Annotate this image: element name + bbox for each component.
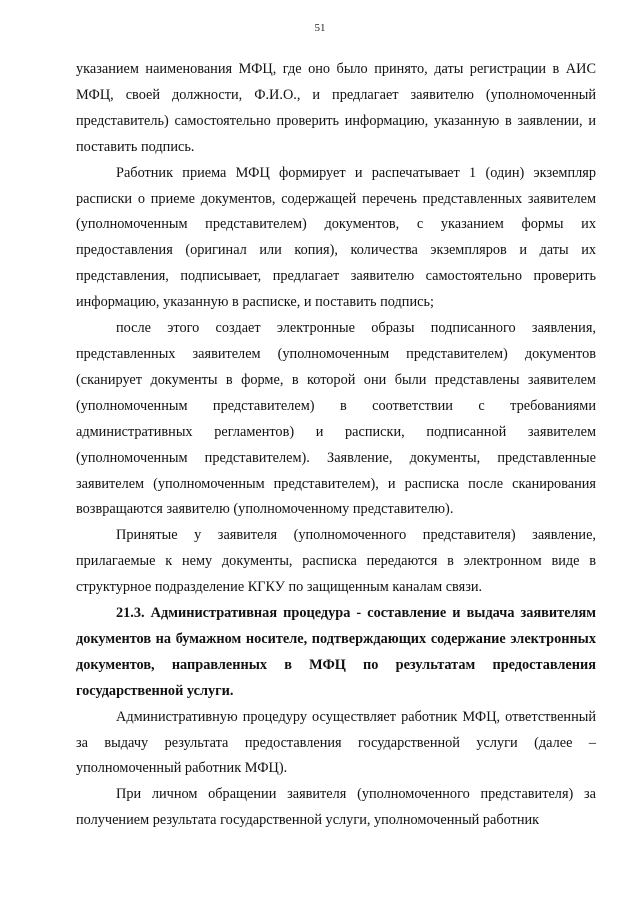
paragraph-continuation: указанием наименования МФЦ, где оно было принято, даты регистрации в АИС МФЦ, своей должности, Ф.И.О., и предлагает заявителю (уполномоченный представитель) самостоятельно проверить информацию, указанную в заявлении, и поставить подпись. [76, 61, 596, 155]
paragraph-scanning: после этого создает электронные образы подписанного заявления, представленных заявителем (уполномоченным представителем) документов (сканирует документы в форме, в которой они были представлены заявителем (уполномоченным представителем) в соответствии с требованиями административных регламентов) и расписки, подписанной заявителем (уполномоченным представителем). Заявление, документы, представленные заявителем (уполномоченным представителем), и расписка после сканирования возвращаются заявителю (уполномоченному представителю). [76, 320, 596, 518]
paragraph-procedure-performer: Административную процедуру осуществляет работник МФЦ, ответственный за выдачу результата предоставления государственной услуги (далее – уполномоченный работник МФЦ). [76, 708, 596, 777]
document-body [76, 57, 596, 834]
section-heading-21-3: 21.3. Административная процедура - составление и выдача заявителям документов на бумажном носителе, подтверждающих содержание электронных документов, направленных в МФЦ по результатам предоставления государственной услуги. [76, 605, 596, 699]
paragraph-receipt: Работник приема МФЦ формирует и распечатывает 1 (один) экземпляр расписки о приеме документов, содержащей перечень представленных заявителем (уполномоченным представителем) документов, с указанием формы их предоставления (оригинал или копия), количества экземпляров и даты их представления, подписывает, предлагает заявителю самостоятельно проверить информацию, указанную в расписке, и поставить подпись; [76, 164, 596, 311]
paragraph-transfer: Принятые у заявителя (уполномоченного представителя) заявление, прилагаемые к нему документы, расписка передаются в электронном виде в структурное подразделение КГКУ по защищенным каналам связи. [76, 527, 596, 596]
page-number: 51 [314, 22, 326, 34]
paragraph-personal-visit: При личном обращении заявителя (уполномоченного представителя) за получением результата государственной услуги, уполномоченный работник [76, 786, 596, 829]
